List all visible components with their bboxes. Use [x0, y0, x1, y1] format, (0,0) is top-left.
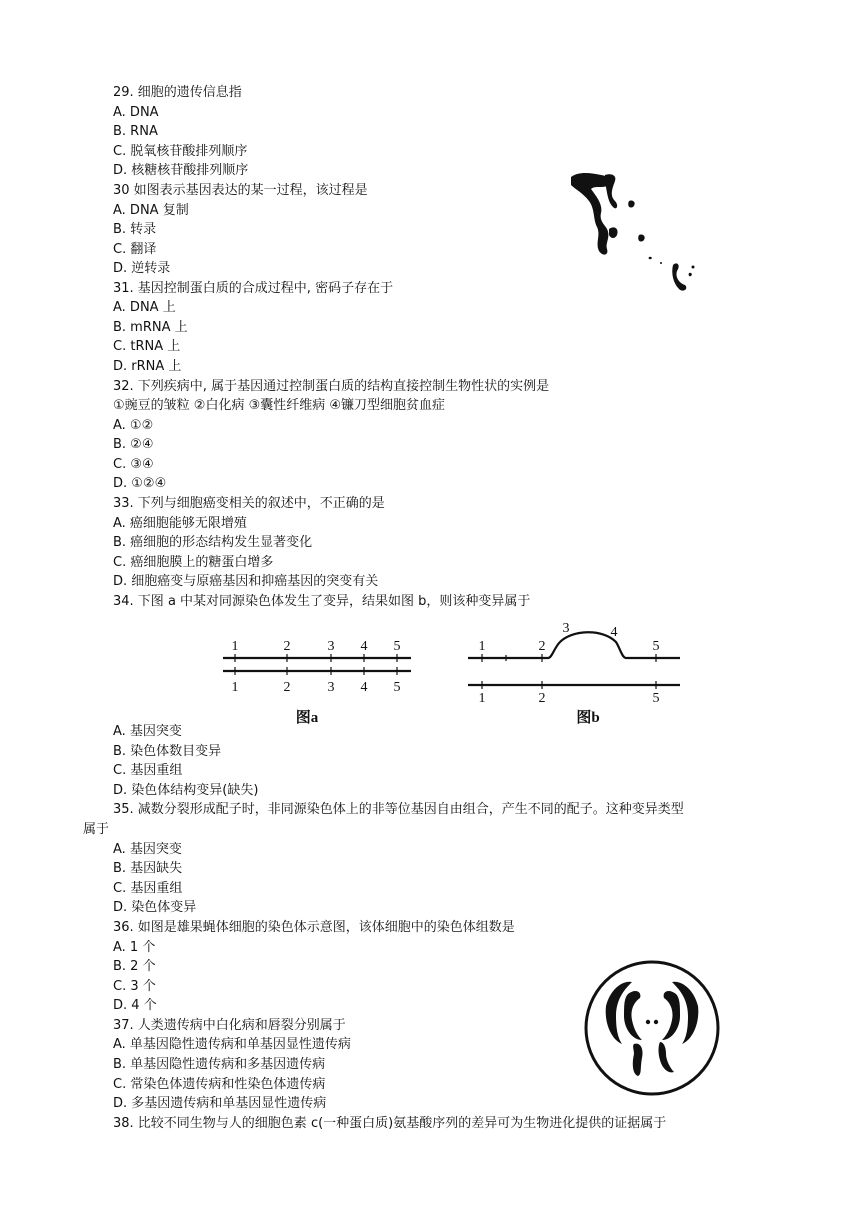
- q33-stem: 33. 下列与细胞癌变相关的叙述中，不正确的是: [113, 496, 385, 511]
- figure-b-top-label-1: 1: [478, 639, 486, 654]
- q29-option-c: C. 脱氧核苷酸排列顺序: [113, 144, 248, 159]
- q38-stem: 38. 比较不同生物与人的细胞色素 c(一种蛋白质)氨基酸序列的差异可为生物进化提供的证据属于: [113, 1116, 667, 1131]
- q35-stem-continued: 属于: [83, 822, 110, 837]
- q35-stem: 35. 减数分裂形成配子时，非同源染色体上的非等位基因自由组合，产生不同的配子。这种变异类型: [113, 802, 684, 817]
- q36-option-b: B. 2 个: [113, 959, 156, 974]
- q37-option-b: B. 单基因隐性遗传病和多基因遗传病: [113, 1057, 326, 1072]
- q30-option-c: C. 翻译: [113, 242, 157, 257]
- gene-expression-figure: [565, 165, 705, 300]
- figure-b-caption: 图b: [576, 710, 600, 726]
- figure-a-top-label-1: 1: [231, 639, 239, 654]
- q30-stem: 30 如图表示基因表达的某一过程，该过程是: [113, 183, 368, 198]
- figure-b-top-label-3: 3: [562, 621, 570, 636]
- q35-option-d: D. 染色体变异: [113, 900, 197, 915]
- figure-b-bottom-label-2: 2: [538, 691, 546, 706]
- q33-option-a: A. 癌细胞能够无限增殖: [113, 516, 247, 531]
- figure-a-top-label-2: 2: [283, 639, 291, 654]
- chromosome-figure-b: [462, 618, 692, 730]
- figure-a-caption: 图a: [295, 710, 319, 726]
- dot-chromosome-2: [654, 1020, 658, 1024]
- figure-a-bottom-label-4: 4: [360, 680, 368, 695]
- figure-a-top-label-3: 3: [327, 639, 335, 654]
- q35-option-b: B. 基因缺失: [113, 861, 183, 876]
- q32-option-b: B. ②④: [113, 437, 154, 452]
- q37-option-c: C. 常染色体遗传病和性染色体遗传病: [113, 1077, 326, 1092]
- q33-option-c: C. 癌细胞膜上的糖蛋白增多: [113, 555, 274, 570]
- figure-a-top-label-4: 4: [360, 639, 368, 654]
- q32-option-c: C. ③④: [113, 457, 154, 472]
- q31-option-c: C. tRNA 上: [113, 339, 181, 354]
- q32-items: ①豌豆的皱粒 ②白化病 ③囊性纤维病 ④镰刀型细胞贫血症: [113, 398, 446, 413]
- cell-outline: [586, 962, 718, 1094]
- figure-b-top-label-2: 2: [538, 639, 546, 654]
- q36-option-a: A. 1 个: [113, 940, 156, 955]
- q37-option-a: A. 单基因隐性遗传病和单基因显性遗传病: [113, 1037, 351, 1052]
- dot-chromosome-1: [646, 1020, 650, 1024]
- q31-option-a: A. DNA 上: [113, 300, 176, 315]
- q29-option-b: B. RNA: [113, 124, 158, 139]
- q31-option-b: B. mRNA 上: [113, 320, 188, 335]
- figure-b-top-label-5: 5: [652, 639, 660, 654]
- q36-stem: 36. 如图是雄果蝇体细胞的染色体示意图，该体细胞中的染色体组数是: [113, 920, 515, 935]
- figure-a-bottom-label-1: 1: [231, 680, 239, 695]
- q35-option-c: C. 基因重组: [113, 881, 183, 896]
- q35-option-a: A. 基因突变: [113, 842, 182, 857]
- q34-option-b: B. 染色体数目变异: [113, 744, 222, 759]
- q32-option-a: A. ①②: [113, 418, 154, 433]
- q29-option-d: D. 核糖核苷酸排列顺序: [113, 163, 249, 178]
- q31-stem: 31. 基因控制蛋白质的合成过程中, 密码子存在于: [113, 281, 394, 296]
- figure-b-top-chromosome: [468, 632, 680, 658]
- figure-a-bottom-label-5: 5: [393, 680, 401, 695]
- q29-option-a: A. DNA: [113, 105, 159, 120]
- q32-stem: 32. 下列疾病中, 属于基因通过控制蛋白质的结构直接控制生物性状的实例是: [113, 379, 550, 394]
- q36-option-d: D. 4 个: [113, 998, 157, 1013]
- q33-option-d: D. 细胞癌变与原癌基因和抑癌基因的突变有关: [113, 574, 379, 589]
- q32-option-d: D. ①②④: [113, 476, 167, 491]
- figure-b-top-label-4: 4: [610, 625, 618, 640]
- q33-option-b: B. 癌细胞的形态结构发生显著变化: [113, 535, 313, 550]
- q37-stem: 37. 人类遗传病中白化病和唇裂分别属于: [113, 1018, 346, 1033]
- q34-stem: 34. 下图 a 中某对同源染色体发生了变异，结果如图 b，则该种变异属于: [113, 594, 531, 609]
- figure-b-bottom-label-5: 5: [652, 691, 660, 706]
- q30-option-d: D. 逆转录: [113, 261, 171, 276]
- figure-b-bottom-label-1: 1: [478, 691, 486, 706]
- q34-option-c: C. 基因重组: [113, 763, 183, 778]
- q31-option-d: D. rRNA 上: [113, 359, 182, 374]
- chromosome-figure-a: [215, 630, 415, 730]
- figure-a-top-label-5: 5: [393, 639, 401, 654]
- q30-option-b: B. 转录: [113, 222, 157, 237]
- q29-stem: 29. 细胞的遗传信息指: [113, 85, 242, 100]
- figure-a-bottom-label-2: 2: [283, 680, 291, 695]
- q34-option-d: D. 染色体结构变异(缺失): [113, 783, 259, 798]
- q36-option-c: C. 3 个: [113, 979, 156, 994]
- q34-option-a: A. 基因突变: [113, 724, 182, 739]
- drosophila-chromosome-figure: [582, 958, 722, 1098]
- figure-a-bottom-label-3: 3: [327, 680, 335, 695]
- q30-option-a: A. DNA 复制: [113, 203, 189, 218]
- q37-option-d: D. 多基因遗传病和单基因显性遗传病: [113, 1096, 327, 1111]
